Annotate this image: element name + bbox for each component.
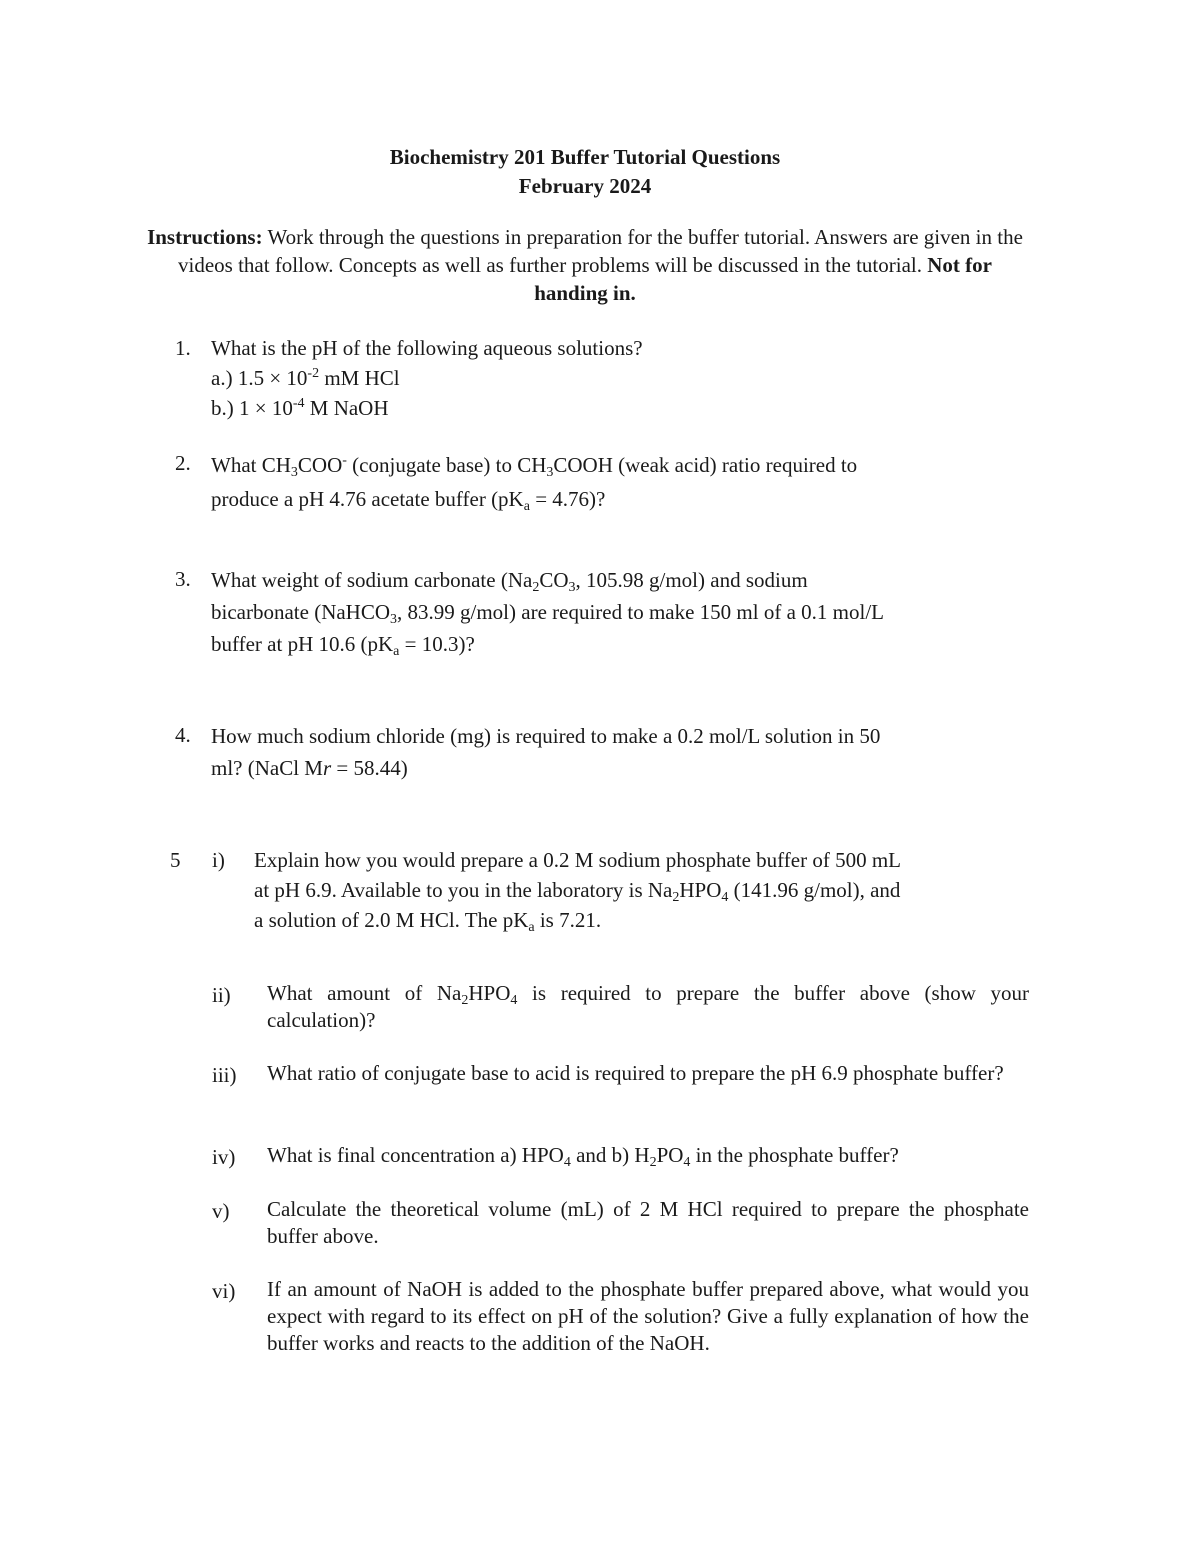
question-1b: b.) $1 \times 10^{-4}$ M NaOH: [211, 396, 389, 420]
question-text-line-1: How much sodium chloride (mg) is required to make a 0.2 mol/L solution in 50: [211, 724, 881, 748]
question-1a: a.) $1.5 \times 10^{-2}$ mM HCl: [211, 366, 400, 390]
document-title: Biochemistry 201 Buffer Tutorial Questions: [389, 145, 781, 169]
question-text-line-2: bicarbonate (NaHCO$_3$, 83.99 g/mol) are required to make 150 ml of a 0.1 mol/L: [211, 600, 884, 627]
question-text-line-3: buffer at pH 10.6 $(pK_a = 10.3)$?: [211, 632, 475, 659]
subquestion-text: If an amount of NaOH is added to the phosphate buffer prepared above, what would you expect with regard to its effect on pH of the solution? Give a fully explanation of how the buffer works and reacts to the addition of the NaOH.: [267, 1277, 1029, 1355]
question-text-line-2: ml? (NaCl Mr = 58.44): [211, 756, 408, 780]
subquestion-roman: iii): [212, 1063, 237, 1087]
subquestion-roman: ii): [212, 983, 231, 1007]
subquestion-roman: iv): [212, 1145, 236, 1169]
instructions-label: Instructions:: [147, 225, 263, 249]
question-number: 4.: [175, 723, 191, 747]
question-number: 1.: [175, 336, 191, 360]
question-text-line-1: What weight of sodium carbonate ($Na_2CO_3$, 105.98 g/mol) and sodium: [211, 568, 808, 595]
question-text-line-2: produce a pH 4.76 acetate buffer $(pK_a = 4.76)$?: [211, 487, 606, 514]
question-text: What is the pH of the following aqueous solutions?: [211, 336, 643, 360]
subquestion-roman: v): [212, 1199, 230, 1223]
instructions-emphasis: Not for handing in.: [534, 253, 992, 305]
subquestion-text: What ratio of conjugate base to acid is required to prepare the pH 6.9 phosphate buffer?: [267, 1061, 1004, 1085]
question-number: 2.: [175, 451, 191, 475]
instructions-text: Work through the questions in preparation for the buffer tutorial. Answers are given in the videos that follow. Concepts as well as further problems will be discussed in the tutorial.: [178, 225, 1023, 277]
subquestion-text: Calculate the theoretical volume (mL) of 2 M HCl required to prepare the phosphate buffer above.: [267, 1197, 1029, 1248]
subquestion-roman: vi): [212, 1279, 236, 1303]
subquestion-text: What is final concentration a) $HPO_4$ and b) $H_2PO_4$ in the phosphate buffer?: [267, 1143, 899, 1170]
document-date: February 2024: [518, 174, 652, 198]
instructions-paragraph: [140, 223, 1030, 307]
subquestion-text: What amount of $Na_2HPO_4$ is required to prepare the buffer above (show your calculation)?: [267, 981, 1030, 1032]
question-text-line-1: What $CH_3COO^-$ (conjugate base) to $CH_3COOH$ (weak acid) ratio required to: [211, 453, 858, 480]
question-number: 3.: [175, 567, 191, 591]
subquestion-i-text: Explain how you would prepare a 0.2 M sodium phosphate buffer of 500 mL at pH 6.9. Available to you in the laboratory is $Na_2HPO_4$ (141.96 g/mol), and a solution of 2.0 M HCl. The $pK_a$ is 7.21.: [254, 848, 901, 935]
subquestion-roman: i): [212, 848, 225, 872]
question-number: 5: [170, 848, 181, 872]
